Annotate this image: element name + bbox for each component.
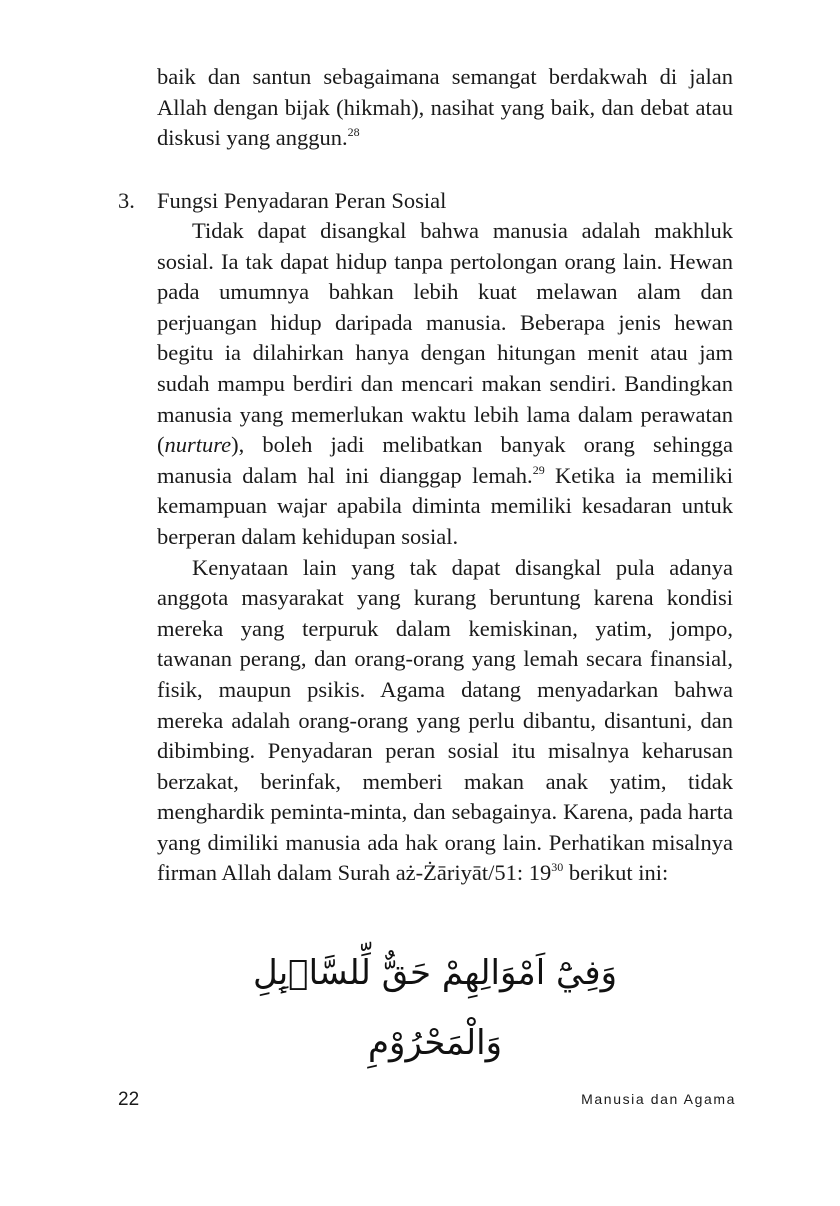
intro-text: baik dan santun sebagaimana semangat berdakwah di jalan Allah dengan bijak (hikmah), nasihat yang baik, dan debat atau diskusi yang anggun. xyxy=(157,64,733,151)
footnote-ref-30: 30 xyxy=(551,860,564,875)
intro-paragraph xyxy=(157,62,733,154)
para1-text-b: ), boleh jadi melibatkan banyak orang sehingga manusia dalam hal ini dianggap lemah. xyxy=(157,432,733,488)
page-number: 22 xyxy=(118,1089,140,1110)
footnote-ref-28: 28 xyxy=(347,125,360,140)
running-footer-title: Manusia dan Agama xyxy=(581,1091,736,1107)
italic-term: nurture xyxy=(164,432,232,458)
paragraph-1 xyxy=(157,216,733,553)
section-heading xyxy=(118,186,738,216)
para2-text-b: berikut ini: xyxy=(563,860,669,886)
section-body xyxy=(157,216,733,889)
para1-text-c: Ketika ia memiliki kemampuan wajar apabila diminta memiliki kesadaran untuk berperan dalam kehidupan sosial. xyxy=(157,462,733,549)
para2-text-a: Kenyataan lain yang tak dapat disangkal pula adanya anggota masyarakat yang kurang beruntung karena kondisi mereka yang terpuruk dalam kemiskinan, yatim, jompo, tawanan perang, dan orang-orang yang lemah secara finansial, fisik, maupun psikis. Agama datang menyadarkan bahwa mereka adalah orang-orang yang perlu dibantu, disantuni, dan dibimbing. Penyadaran peran sosial itu misalnya keharusan berzakat, berinfak, memberi makan anak yatim, tidak menghardik peminta-minta, dan sebagainya. Karena, pada harta yang dimiliki manusia ada hak orang lain. Perhatikan misalnya firman Allah dalam Surah aż-Żāriyāt/51: 19 xyxy=(157,554,733,886)
section-title: Fungsi Penyadaran Peran Sosial xyxy=(157,188,447,213)
para1-text-a: Tidak dapat disangkal bahwa manusia adalah makhluk sosial. Ia tak dapat hidup tanpa pertolongan orang lain. Hewan pada umumnya bahkan lebih kuat melawan alam dan perjuangan hidup daripada manusia. Beberapa jenis hewan begitu ia dilahirkan hanya dengan hitungan menit atau jam sudah mampu berdiri dan mencari makan sendiri. Bandingkan manusia yang memerlukan waktu lebih lama dalam perawatan ( xyxy=(157,218,733,458)
section-number: 3. xyxy=(118,188,135,213)
paragraph-2 xyxy=(157,553,733,890)
footnote-ref-29: 29 xyxy=(532,462,545,477)
quran-verse: وَفِيْٓ اَمْوَالِهِمْ حَقٌّ لِّلسَّاۤىِٕلِ وَالْمَحْرُوْمِ xyxy=(252,953,618,1063)
